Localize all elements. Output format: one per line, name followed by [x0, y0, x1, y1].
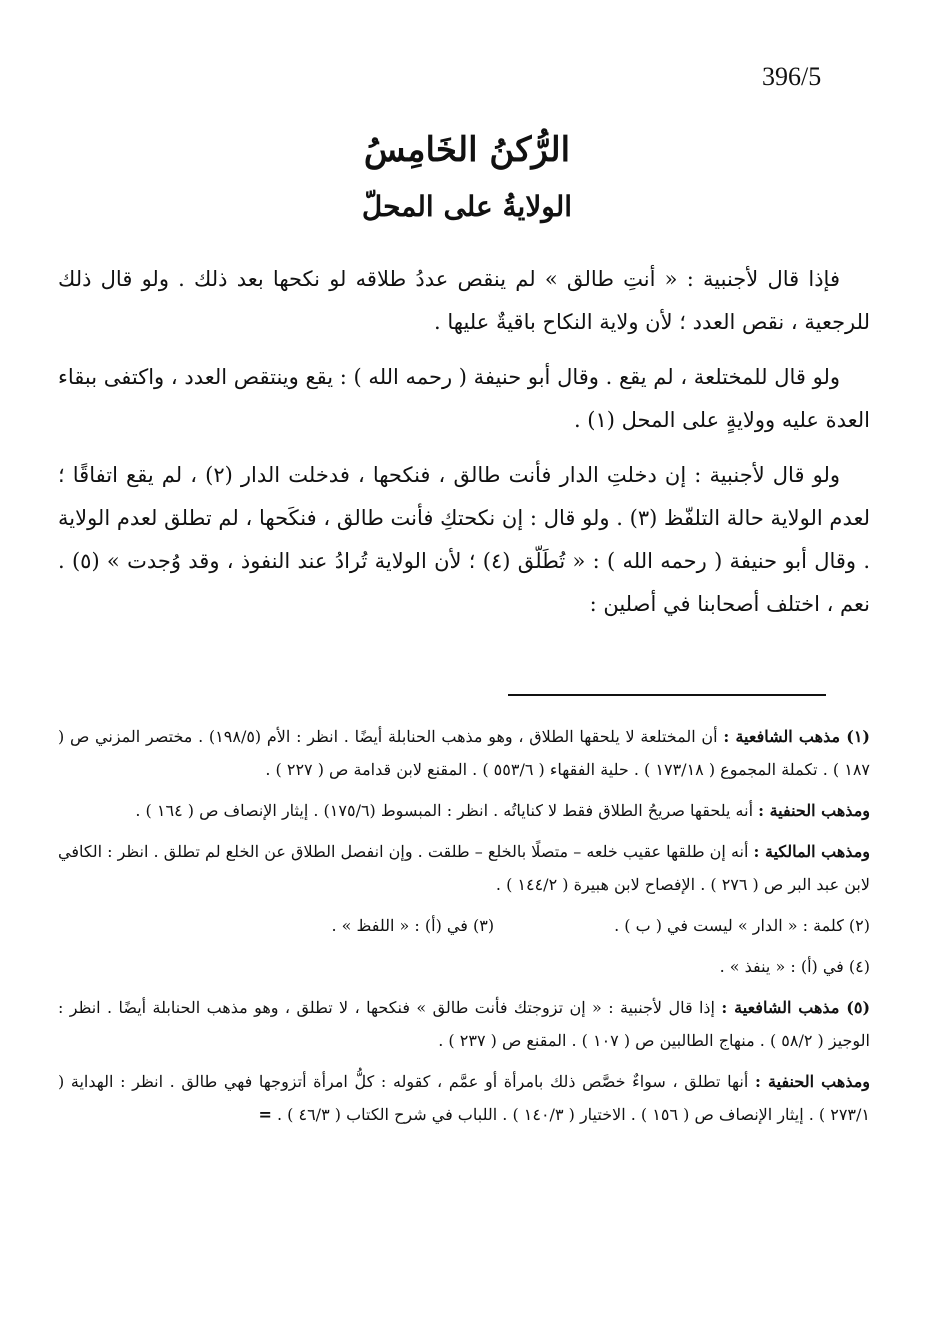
footnote-school-label: ومذهب الحنفية : [755, 1072, 871, 1091]
footnote-text: أنه إن طلقها عقيب خلعه – متصلًا بالخلع – طلقت . وإن انفصل الطلاق عن الخلع لم تطلق . انظر : الكافي لابن عبد البر ص ( ٢٧٦ ) . الإفصاح لابن هبيرة ( ١٤٤/٢ ) . [58, 842, 870, 894]
footnote-school-label: ومذهب المالكية : [753, 842, 871, 861]
main-text [58, 258, 870, 638]
paragraph-2: ولو قال للمختلعة ، لم يقع . وقال أبو حنيفة ( رحمه الله ) : يقع وينتقص العدد ، واكتفى ببقاء العدة عليه وولايةٍ على المحل (١) . [58, 365, 870, 432]
footnote-4: (٤) في (أ) : « ينفذ » . [719, 957, 870, 976]
footnote-5-hanafi [58, 1065, 870, 1131]
chapter-subtitle: الولايةُ على المحلّ [361, 190, 573, 223]
chapter-title: الرُّكنُ الخَامِسُ [363, 130, 571, 170]
footnote-text: إذا قال لأجنبية : « إن تزوجتك فأنت طالق » فنكحها ، لا تطلق ، وهو مذهب الحنابلة أيضًا . انظر : الوجيز ( ٥٨/٢ ) . منهاج الطالبين ص ( ١٠٧ ) . المقنع ص ( ٢٣٧ ) . [58, 998, 870, 1050]
footnote-school-label: ومذهب الحنفية : [758, 801, 870, 820]
footnote-text: أنها تطلق ، سواءٌ خصَّص ذلك بامرأة أو عمَّم ، كقوله : كلُّ امرأة أتزوجها فهي طالق . انظر : الهداية ( ٢٧٣/١ ) . إيثار الإنصاف ص ( ١٥٦ ) . الاختيار ( ١٤٠/٣ ) . اللباب في شرح الكتاب ( ٤٦/٣ ) . [58, 1072, 870, 1124]
footnote-3: (٣) في (أ) : « اللفظ » . [331, 916, 495, 935]
paragraph-3: ولو قال لأجنبية : إن دخلتِ الدار فأنت طالق ، فنكحها ، فدخلت الدار (٢) ، لم يقع اتفاقًا ؛ لعدم الولاية حالة التلفّظ (٣) . ولو قال : إن نكحتكِ فأنت طالق ، فنكَحها ، لم تطلق لعدم الولاية . وقال أبو حنيفة ( رحمه الله ) : « تُطَلّق (٤) ؛ لأن الولاية تُرادُ عند النفوذ ، وقد وُجدت » (٥) . نعم ، اختلف أصحابنا في أصلين : [58, 463, 871, 616]
continuation-mark: = [258, 1105, 272, 1124]
paragraph-1: فإذا قال لأجنبية : « أنتِ طالق » لم ينقص عددُ طلاقه لو نكحها بعد ذلك . ولو قال ذلك للرجعية ، نقص العدد ؛ لأن ولاية النكاح باقيةٌ عليها . [58, 267, 870, 334]
page-number: 396/5 [762, 62, 822, 91]
footnote-school-label: (١) مذهب الشافعية : [723, 727, 870, 746]
footnote-5-shafii [58, 991, 870, 1057]
footnote-divider [508, 694, 826, 696]
footnote-2: (٢) كلمة : « الدار » ليست في ( ب ) . [614, 916, 870, 935]
footnote-text: أنه يلحقها صريحُ الطلاق فقط لا كناياتُه . انظر : المبسوط (١٧٥/٦) . إيثار الإنصاف ص ( ١٦٤ ) . [135, 801, 754, 820]
footnote-1-shafii [58, 720, 870, 786]
footnote-school-label: (٥) مذهب الشافعية : [721, 998, 871, 1017]
footnote-row-2-3 [58, 909, 870, 942]
footnotes [58, 720, 870, 1139]
footnote-text: أن المختلعة لا يلحقها الطلاق ، وهو مذهب الحنابلة أيضًا . انظر : الأم (١٩٨/٥) . مختصر المزني ص ( ١٨٧ ) . تكملة المجموع ( ١٧٣/١٨ ) . حلية الفقهاء ( ٥٥٣/٦ ) . المقنع لابن قدامة ص ( ٢٢٧ ) . [58, 727, 870, 779]
footnote-1-maliki [58, 835, 870, 901]
footnote-1-hanafi [58, 794, 870, 827]
